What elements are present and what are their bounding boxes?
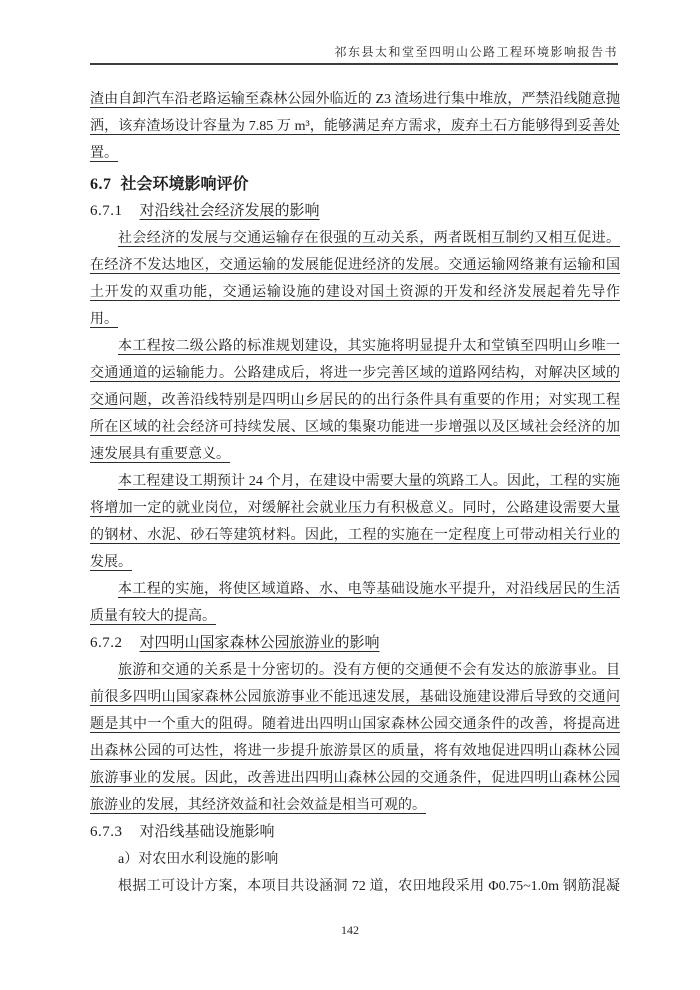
text-line: 的钢材、水泥、砂石等建筑材料。因此，工程的实施在一定程度上可带动相关行业的 — [90, 528, 620, 543]
text-line: 本工程建设工期预计 24 个月，在建设中需要大量的筑路工人。因此，工程的实施 — [118, 474, 620, 489]
paragraph — [90, 86, 620, 167]
text-line: 用。 — [90, 312, 118, 327]
section-number: 6.7.2 — [90, 635, 123, 651]
section-title: 对沿线社会经济发展的影响 — [139, 203, 320, 219]
text-line: 将增加一定的就业岗位，对缓解社会就业压力有积极意义。同时，公路建设需要大量 — [90, 501, 620, 516]
text-line: 本工程的实施，将使区域道路、水、电等基础设施水平提升，对沿线居民的生活 — [118, 582, 620, 597]
page-header — [90, 0, 618, 65]
text-line: 根据工可设计方案，本项目共设涵洞 72 道，农田地段采用 Φ0.75~1.0m 钢筋混凝 — [118, 879, 620, 894]
text-line: 本工程按二级公路的标准规划建设，其实施将明显提升太和堂镇至四明山乡唯一 — [118, 339, 620, 354]
text-line: 旅游事业的发展。因此，改善进出四明山森林公园的交通条件，促进四明山森林公园 — [90, 771, 620, 786]
header-rule — [90, 63, 618, 65]
text-line: 交通问题，改善沿线特别是四明山乡居民的的出行条件具有重要的作用；对实现工程 — [90, 393, 620, 408]
paragraph — [90, 576, 620, 630]
page-number: 142 — [341, 923, 359, 937]
text-line: 所在区域的社会经济可持续发展、区域的集聚功能进一步增强以及区域社会经济的加 — [90, 420, 620, 435]
text-line: 土开发的双重功能，交通运输设施的建设对国土资源的开发和经济发展起着先导作 — [90, 285, 620, 300]
section-heading-6.7.3 — [90, 819, 620, 846]
text-line: a）对农田水利设施的影响 — [118, 852, 279, 867]
section-heading-6.7 — [90, 171, 620, 198]
text-line: 发展。 — [90, 555, 132, 570]
paragraph — [90, 873, 620, 900]
text-line: 题是其中一个重大的阻碍。随着进出四明山国家森林公园交通条件的改善，将提高进 — [90, 717, 620, 732]
text-line: 旅游业的发展，其经济效益和社会效益是相当可观的。 — [90, 798, 426, 813]
report-title: 祁东县太和堂至四明山公路工程环境影响报告书 — [334, 45, 618, 59]
text-line: 旅游和交通的关系是十分密切的。没有方便的交通便不会有发达的旅游事业。目 — [118, 663, 620, 678]
text-line: 速发展具有重要意义。 — [90, 447, 230, 462]
document-body — [90, 86, 620, 900]
text-line: 社会经济的发展与交通运输存在很强的互动关系，两者既相互制约又相互促进。 — [118, 231, 620, 246]
text-line: 出森林公园的可达性，将进一步提升旅游景区的质量，将有效地促进四明山森林公园 — [90, 744, 620, 759]
text-line: 在经济不发达地区，交通运输的发展能促进经济的发展。交通运输网络兼有运输和国 — [90, 258, 620, 273]
section-heading-6.7.2 — [90, 630, 620, 657]
paragraph — [90, 468, 620, 576]
text-line: 渣由自卸汽车沿老路运输至森林公园外临近的 Z3 渣场进行集中堆放，严禁沿线随意抛 — [90, 92, 620, 107]
section-number: 6.7.3 — [90, 824, 123, 840]
section-title: 对沿线基础设施影响 — [139, 824, 275, 840]
section-number: 6.7.1 — [90, 203, 123, 219]
section-number: 6.7 — [90, 176, 112, 193]
paragraph — [90, 657, 620, 819]
section-title: 对四明山国家森林公园旅游业的影响 — [139, 635, 380, 651]
text-line: 前很多四明山国家森林公园旅游事业不能迅速发展，基础设施建设滞后导致的交通问 — [90, 690, 620, 705]
paragraph — [90, 225, 620, 333]
text-line: 质量有较大的提高。 — [90, 609, 216, 624]
text-line: 洒，该弃渣场设计容量为 7.85 万 m³，能够满足弃方需求，废弃土石方能够得到妥善处 — [90, 119, 620, 134]
section-title: 社会环境影响评价 — [120, 176, 249, 193]
text-line: 交通通道的运输能力。公路建成后，将进一步完善区域的道路网结构，对解决区域的 — [90, 366, 620, 381]
paragraph — [90, 333, 620, 468]
text-line: 置。 — [90, 146, 118, 161]
paragraph — [90, 846, 620, 873]
section-heading-6.7.1 — [90, 198, 620, 225]
